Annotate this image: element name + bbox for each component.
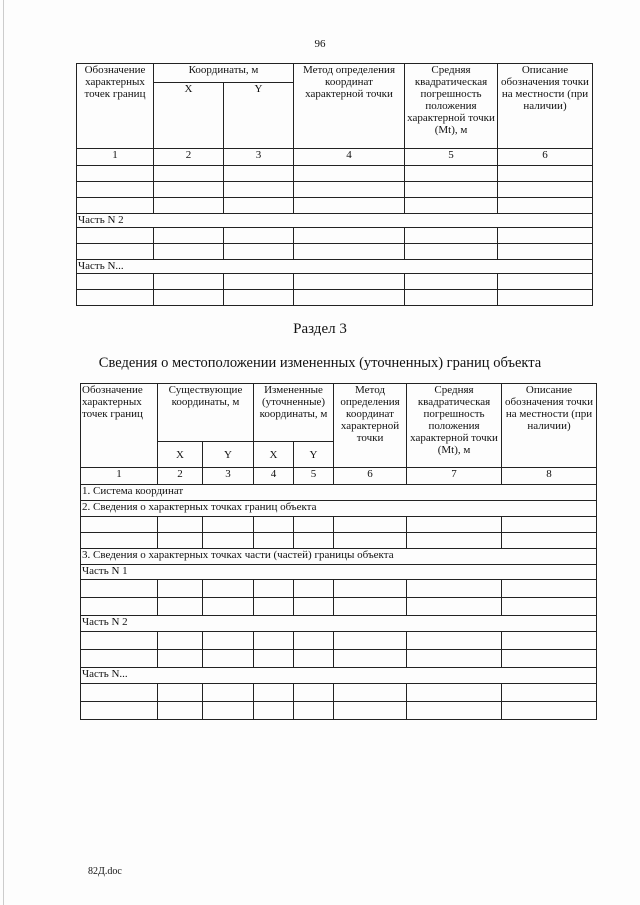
- table-row: [81, 702, 597, 720]
- header-existing-y: Y: [203, 442, 254, 468]
- header-method: Метод определения координат характерной точки: [294, 64, 405, 149]
- table-row: [81, 580, 597, 598]
- table-row: [77, 290, 593, 306]
- table-row: [77, 182, 593, 198]
- header-designation: Обозначение характерных точек границ: [81, 384, 158, 468]
- col-number: 6: [334, 468, 407, 485]
- header-coordinates: Координаты, м: [154, 64, 294, 83]
- file-name-footer: 82Д.doc: [88, 866, 122, 877]
- header-error: Средняя квадратическая погрешность положения характерной точки (Mt), м: [405, 64, 498, 149]
- col-number: 3: [203, 468, 254, 485]
- parts-points-row: 3. Сведения о характерных точках части (частей) границы объекта: [81, 549, 597, 565]
- page-number: 96: [314, 38, 326, 50]
- part-1-label: Часть N 1: [81, 565, 597, 580]
- table-row: [77, 228, 593, 244]
- header-existing-x: X: [158, 442, 203, 468]
- col-number: 1: [81, 468, 158, 485]
- table-row: [81, 598, 597, 616]
- col-number: 8: [502, 468, 597, 485]
- col-number: 2: [154, 149, 224, 166]
- header-changed-y: Y: [294, 442, 334, 468]
- col-number: 2: [158, 468, 203, 485]
- header-method: Метод определения координат характерной точки: [334, 384, 407, 468]
- header-description: Описание обозначения точки на местности (при наличии): [502, 384, 597, 468]
- scan-edge: [3, 0, 4, 905]
- header-error: Средняя квадратическая погрешность положения характерной точки (Mt), м: [407, 384, 502, 468]
- col-number: 4: [254, 468, 294, 485]
- boundary-points-row: 2. Сведения о характерных точках границ объекта: [81, 501, 597, 517]
- header-existing-coordinates: Существующие координаты, м: [158, 384, 254, 442]
- col-number: 5: [294, 468, 334, 485]
- col-number: 6: [498, 149, 593, 166]
- table-row: [77, 274, 593, 290]
- table-row: [81, 517, 597, 533]
- table-row: [81, 650, 597, 668]
- part-n-label: Часть N...: [77, 260, 593, 274]
- header-x: X: [154, 83, 224, 149]
- table-row: [81, 632, 597, 650]
- header-designation: Обозначение характерных точек границ: [77, 64, 154, 149]
- header-changed-x: X: [254, 442, 294, 468]
- col-number: 3: [224, 149, 294, 166]
- boundary-points-table-continued: [76, 63, 593, 306]
- section-subtitle: Сведения о местоположении измененных (уточненных) границ объекта: [98, 355, 542, 371]
- col-number: 4: [294, 149, 405, 166]
- col-number: 5: [405, 149, 498, 166]
- table-row: [77, 244, 593, 260]
- part-2-label: Часть N 2: [77, 214, 593, 228]
- table-row: [81, 533, 597, 549]
- coordinate-system-row: 1. Система координат: [81, 485, 597, 501]
- table-row: [77, 198, 593, 214]
- col-number: 7: [407, 468, 502, 485]
- header-changed-coordinates: Измененные (уточненные) координаты, м: [254, 384, 334, 442]
- part-2-label: Часть N 2: [81, 616, 597, 632]
- section-title: Раздел 3: [293, 321, 347, 337]
- header-y: Y: [224, 83, 294, 149]
- header-description: Описание обозначения точки на местности (при наличии): [498, 64, 593, 149]
- table-row: [77, 166, 593, 182]
- changed-boundaries-table: [80, 383, 597, 720]
- col-number: 1: [77, 149, 154, 166]
- part-n-label: Часть N...: [81, 668, 597, 684]
- table-row: [81, 684, 597, 702]
